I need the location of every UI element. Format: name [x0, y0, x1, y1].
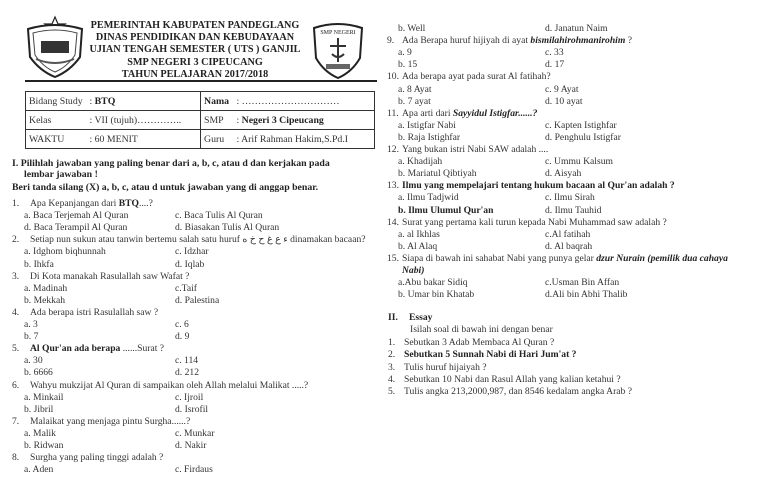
answer-option: a. al Ikhlas: [398, 228, 440, 240]
question-text: [30, 234, 366, 246]
answer-option: c. Ilmu Sirah: [545, 192, 595, 204]
answer-option: d. Palestina: [175, 294, 220, 306]
question-text-part: Yang bukan istri Nabi SAW adalah ....: [402, 144, 549, 155]
answer-option: d. Aisyah: [545, 168, 582, 180]
answer-option: b. Al Alaq: [398, 240, 438, 252]
answer-option: c. Baca Tulis Al Quran: [175, 210, 263, 222]
answer-option: d. Iqlab: [175, 258, 205, 270]
bidang-value: BTQ: [94, 95, 116, 107]
question-number: 13.: [387, 180, 399, 192]
question-text-part: Ada berapa ayat pada surat Al fatihah?: [402, 71, 551, 83]
answer-option: d. 212: [175, 367, 199, 379]
question-text: [30, 271, 189, 283]
answer-option: c. Ummu Kalsum: [545, 156, 613, 168]
question-text: [30, 416, 190, 428]
essay-item-text: Sebutkan 10 Nabi dan Rasul Allah yang kalian ketahui ?: [404, 373, 621, 385]
nama-field[interactable]: …………………………: [241, 95, 340, 107]
question-text-part: Malaikat yang menjaga pintu Surgha......?: [30, 415, 191, 427]
section-1-instructions: [12, 158, 367, 193]
question-number: 12.: [387, 144, 399, 155]
header-line: PEMERINTAH KABUPATEN PANDEGLANG: [90, 20, 300, 31]
header-line: TAHUN PELAJARAN 2017/2018: [121, 68, 269, 80]
guru-label: Guru: [204, 133, 225, 145]
question-text: [402, 35, 632, 47]
bidang-label: Bidang Study: [29, 95, 83, 107]
question-text: [402, 144, 548, 156]
answer-option: a. Khadijah: [398, 156, 443, 168]
guru-value: Arif Rahman Hakim,S.Pd.I: [241, 133, 349, 145]
question-text-part: Siapa di bawah ini sahabat Nabi yang punya gelar: [402, 252, 597, 264]
question-text-part: bismilahirohmanirohim: [530, 35, 626, 47]
question-number: 14.: [387, 216, 399, 228]
question-text-part: Nabi): [402, 265, 425, 276]
essay-item-text: Sebutkan 3 Adab Membaca Al Quran ?: [404, 337, 555, 348]
answer-option: d. Biasakan Tulis Al Quran: [175, 222, 280, 234]
answer-option: b. Well: [398, 23, 426, 34]
answer-option: c. Kapten Istighfar: [545, 119, 617, 131]
question-number: 1.: [12, 198, 20, 209]
answer-option: a. Minkail: [24, 391, 64, 403]
question-number: 8.: [12, 452, 20, 464]
question-number: 10.: [387, 71, 399, 83]
question-text: [402, 108, 537, 120]
waktu-label: WAKTU: [29, 133, 65, 145]
nama-label: Nama: [204, 95, 230, 107]
essay-item-text: Tulis huruf hijaiyah ?: [404, 361, 487, 373]
header-divider: [25, 80, 377, 82]
question-text-part: ......Surat ?: [120, 343, 165, 355]
question-text-part: Ada Berapa huruf hijiyah di ayat: [402, 35, 531, 47]
question-number: 11.: [387, 107, 399, 119]
answer-option: a. Idghom biqhunnah: [24, 246, 106, 258]
answer-option: d. 10 ayat: [545, 95, 583, 107]
answer-option: b. Jibril: [24, 403, 54, 415]
answer-option: b. Ilmu Ulumul Qur'an: [398, 204, 494, 216]
answer-option: a. Aden: [24, 464, 54, 476]
header-line: DINAS PENDIDIKAN DAN KEBUDAYAAN: [95, 32, 295, 44]
answer-option: a.Abu bakar Sidiq: [398, 277, 468, 289]
question-text: [30, 343, 164, 355]
essay-item-number: 1.: [388, 337, 396, 348]
answer-option: c.Usman Bin Affan: [545, 277, 620, 289]
essay-item-text: Tulis angka 213,2000,987, dan 8546 kedalam angka Arab ?: [404, 386, 632, 398]
question-text-part: ....?: [138, 198, 153, 209]
school-logo: [310, 20, 366, 80]
question-text: [402, 253, 728, 265]
answer-option: b. 7 ayat: [398, 95, 431, 107]
answer-option: d. Nakir: [175, 440, 207, 451]
answer-option: a. 3: [24, 319, 38, 330]
answer-option: b. Mekkah: [24, 294, 66, 306]
essay-number: II.: [388, 312, 398, 323]
answer-option: b. 15: [398, 59, 418, 71]
essay-item-number: 4.: [388, 373, 396, 385]
answer-option: c.Al fatihah: [545, 228, 591, 240]
answer-option: d. 17: [545, 59, 565, 71]
answer-option: a. Ilmu Tadjwid: [398, 192, 459, 204]
answer-option: c. 33: [545, 47, 564, 59]
answer-option: c. Firdaus: [175, 464, 213, 476]
question-number: 2.: [12, 234, 20, 246]
essay-instruction: Isilah soal di bawah ini dengan benar: [410, 324, 553, 335]
question-text-part: Ada berapa istri Rasulallah saw ?: [30, 306, 159, 318]
essay-title: Essay: [409, 312, 433, 323]
section-1-title: I. Pilihlah jawaban yang paling benar dari a, b, c, atau d dan kerjakan pada: [12, 158, 330, 169]
exam-info-table: Bidang Study : BTQ Nama : ………………………… Kelas : VII (tujuh)………….. SMP : Negeri 3 Cipeucang WAKTU : 60 MENIT Guru : Arif Rahman Hakim,S.Pd.I: [25, 91, 375, 149]
header-line: SMP NEGERI 3 CIPEUCANG: [127, 56, 263, 68]
answer-option: c. 6: [175, 319, 189, 330]
answer-option: c. 114: [175, 355, 199, 367]
question-text-part: Apa Kepanjangan dari: [30, 198, 119, 209]
section-1-subtitle: Beri tanda silang (X) a, b, c, atau d untuk jawaban yang di anggap benar.: [12, 182, 319, 193]
question-text: [402, 217, 667, 229]
answer-option: d. Penghulu Istigfar: [545, 131, 621, 143]
smp-value: Negeri 3 Cipeucang: [241, 114, 324, 126]
answer-option: d. Ilmu Tauhid: [545, 204, 602, 216]
answer-option: a. Malik: [24, 427, 56, 439]
answer-option: d. Isrofil: [175, 403, 209, 415]
question-number: 9.: [387, 35, 395, 47]
answer-option: c. Munkar: [175, 427, 215, 439]
question-number: 3.: [12, 270, 20, 282]
question-text-part: Setiap nun sukun atau tanwin bertemu salah satu huruf ء ع غ ح خ ه dinamakan bacaan?: [30, 234, 366, 246]
header-line: UJIAN TENGAH SEMESTER ( UTS ) GANJIL: [89, 44, 301, 56]
answer-option: d. Janatun Naim: [545, 23, 608, 34]
question-text-part: BTQ: [118, 198, 139, 209]
question-text: [402, 180, 675, 192]
question-number: 7.: [12, 415, 20, 427]
answer-option: d. 9: [175, 331, 190, 343]
question-text-part: Sayyidul Istigfar......?: [452, 107, 538, 119]
answer-option: a. 30: [24, 355, 43, 367]
answer-option: a. Istigfar Nabi: [398, 119, 456, 131]
waktu-value: 60 MENIT: [94, 133, 138, 145]
answer-option: c. Ijroil: [175, 391, 204, 403]
question-number: 6.: [12, 379, 20, 391]
question-text-part: Ilmu yang mempelajari tentang hukum bacaan al Qur'an adalah ?: [402, 180, 675, 192]
question-text-part: dzur Nurain (pemilik dua cahaya: [596, 252, 728, 264]
regency-logo: [24, 15, 86, 79]
question-text: [402, 71, 551, 83]
answer-option: b. 6666: [24, 367, 53, 379]
question-number: 15.: [387, 252, 399, 264]
question-text-part: Surgha yang paling tinggi adalah ?: [30, 452, 164, 464]
question-number: 4.: [12, 306, 20, 318]
answer-option: b. 7: [24, 331, 39, 343]
question-text: [30, 198, 153, 210]
essay-item-number: 3.: [388, 361, 396, 373]
answer-option: b. Ridwan: [24, 440, 64, 451]
question-text-part: Apa arti dari: [402, 107, 453, 119]
document-header: [85, 20, 305, 81]
answer-option: c.Taif: [175, 282, 197, 294]
answer-option: b. Umar bin Khatab: [398, 289, 475, 301]
question-text: [30, 452, 163, 464]
question-text-part: Al Qur'an ada berapa: [30, 343, 121, 355]
answer-option: a. Madinah: [24, 282, 68, 294]
section-1-title-cont: lembar jawaban !: [24, 169, 98, 180]
answer-option: b. Raja Istighfar: [398, 131, 461, 143]
answer-option: b. Ihkfa: [24, 258, 54, 270]
question-text-part: ?: [625, 35, 632, 47]
question-text-part: Di Kota manakah Rasulallah saw Wafat ?: [30, 270, 190, 282]
answer-option: a. Baca Terjemah Al Quran: [24, 210, 129, 222]
answer-option: c. 9 Ayat: [545, 83, 579, 95]
answer-option: d. Al baqrah: [545, 240, 593, 252]
question-text: [30, 380, 308, 392]
kelas-value: VII (tujuh)…………..: [94, 114, 182, 126]
answer-option: a. 9: [398, 47, 412, 59]
question-number: 5.: [12, 343, 20, 355]
svg-text:SMP NEGERI: SMP NEGERI: [320, 30, 356, 36]
question-text-part: Surat yang pertama kali turun kepada Nabi Muhammad saw adalah ?: [402, 216, 667, 228]
answer-option: a. 8 Ayat: [398, 83, 432, 95]
question-text-continued: [402, 265, 424, 277]
answer-option: d.Ali bin Abhi Thalib: [545, 289, 628, 301]
essay-item-number: 5.: [388, 386, 396, 398]
answer-option: d. Baca Terampil Al Quran: [24, 222, 128, 234]
answer-option: c. Idzhar: [175, 246, 209, 258]
answer-option: b. Mariatul Qibtiyah: [398, 168, 477, 180]
essay-item-text: Sebutkan 5 Sunnah Nabi di Hari Jum'at ?: [404, 349, 577, 361]
essay-item-number: 2.: [388, 349, 396, 361]
kelas-label: Kelas: [29, 114, 52, 126]
question-text: [30, 307, 158, 319]
smp-label: SMP: [204, 114, 224, 126]
question-text-part: Wahyu mukzijat Al Quran di sampaikan oleh Allah melalui Malikat .....?: [30, 379, 309, 391]
